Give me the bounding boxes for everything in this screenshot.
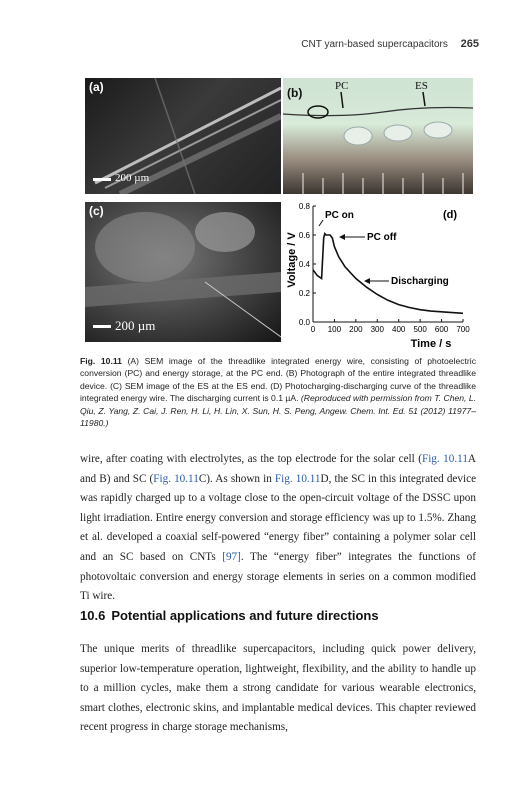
ref-link-97[interactable]: [97]	[222, 550, 241, 563]
panel-c-label: (c)	[89, 204, 104, 218]
device-photo	[283, 78, 473, 194]
body-paragraph-1	[80, 450, 476, 607]
x-tick-label: 200	[349, 325, 363, 334]
x-tick-label: 100	[327, 325, 342, 334]
running-head	[301, 38, 479, 50]
running-title: CNT yarn-based supercapacitors	[301, 39, 448, 50]
fig-link-c[interactable]: Fig. 10.11	[153, 472, 199, 485]
figure-10-11	[85, 78, 473, 350]
x-tick-label: 500	[413, 325, 427, 334]
pc-on-arrow	[319, 220, 323, 226]
discharging-arrowhead	[364, 278, 370, 284]
figure-caption	[80, 355, 476, 429]
panel-d-chart	[283, 196, 473, 350]
fig-link-a[interactable]: Fig. 10.11	[421, 453, 468, 465]
x-axis-label: Time / s	[410, 338, 452, 350]
x-tick-label: 0	[310, 325, 316, 334]
para1-text-2: A and B) and SC (	[80, 453, 477, 485]
panel-c-sem-image	[85, 202, 281, 342]
y-tick-label: 0.8	[298, 202, 310, 211]
x-tick-label: 400	[392, 325, 406, 334]
section-heading	[80, 608, 379, 623]
y-axis-label: Voltage / V	[286, 232, 298, 288]
body-paragraph-2: The unique merits of threadlike supercapacitors, including quick power delivery, superior low-temperature operation, lightweight, flexibility, and the ability to handle up to a million cycles, make them a strong candidate for various wearable electronics, smart clothes, electronic skins, and implantable medical devices. This chapter reviewed recent progress in charge storage mechanisms,	[80, 643, 476, 734]
x-tick-label: 300	[370, 325, 384, 334]
series-line	[313, 234, 463, 314]
panel-d-label: (d)	[443, 209, 458, 221]
y-tick-label: 0.2	[298, 289, 310, 298]
fig-link-d[interactable]: Fig. 10.11	[274, 472, 321, 485]
para1-text-1: wire, after coating with electrolytes, as the top electrode for the solar cell (	[80, 453, 422, 465]
y-tick-label: 0.0	[298, 318, 310, 327]
es-label: ES	[415, 80, 428, 92]
para1-text-3: C). As shown in	[198, 472, 275, 485]
pc-label: PC	[335, 80, 349, 92]
panel-c-scale-bar: 200 µm	[115, 318, 156, 333]
pc-off-arrowhead	[339, 234, 345, 240]
panel-b-photograph	[283, 78, 473, 194]
y-tick-label: 0.6	[298, 231, 310, 240]
discharging-annotation: Discharging	[391, 276, 449, 287]
panel-a-scale-bar: 200 µm	[115, 172, 150, 184]
panel-a-sem-image	[85, 78, 281, 194]
caption-figure-label: Fig. 10.11	[80, 356, 122, 366]
caption-citation: (Reproduced with permission from T. Chen, L. Qiu, Z. Yang, Z. Cai, J. Ren, H. Li, H. Lin, X. Sun, H. S. Peng, Angew. Chem. Int. Ed. 51 (2012) 11977–11980.)	[80, 393, 477, 429]
panel-a-label: (a)	[89, 80, 104, 94]
para1-text-4: D, the SC in this integrated device was rapidly charged up to a voltage close to the open-circuit voltage of the DSSC upon light irradiation. Entire energy conversion and storage efficiency was up to 1.5%. Zhang et al. developed a coaxial self-powered “energy fiber” containing a polymer solar cell and an SC based on CNTs	[80, 472, 477, 563]
photocharging-chart	[283, 196, 473, 350]
pc-off-annotation: PC off	[367, 232, 397, 243]
y-tick-label: 0.4	[298, 260, 310, 269]
x-tick-label: 600	[434, 325, 449, 334]
page-number: 265	[460, 38, 479, 50]
pc-on-annotation: PC on	[325, 210, 354, 221]
section-number: 10.6	[80, 608, 106, 623]
x-tick-label: 700	[456, 325, 470, 334]
section-title: Potential applications and future directions	[111, 608, 379, 623]
caption-text: (A) SEM image of the threadlike integrated energy wire, consisting of photoelectric conversion (PC) and energy storage, at the PC end. (B) Photograph of the entire integrated threadlike device. (C) SEM image of the ES at the ES end. (D) Photocharging-discharging curve of the threadlike integrated energy wire. The discharging current is 0.1 µA.	[80, 356, 477, 404]
panel-b-label: (b)	[287, 86, 303, 100]
para1-text-5: . The “energy fiber” integrates the functions of photovoltaic conversion and energy storage elements in series on a common modified Ti wire.	[80, 550, 476, 603]
chart-axes	[313, 206, 463, 322]
